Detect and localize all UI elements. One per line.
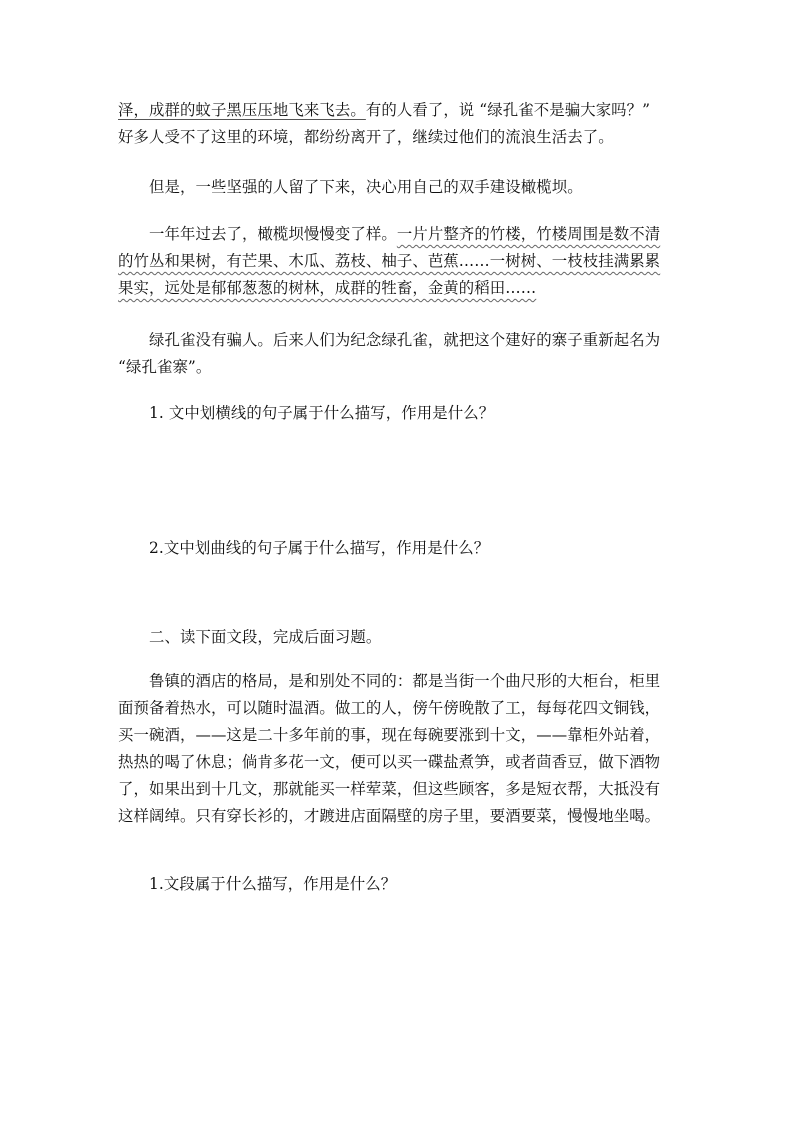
paragraph-line: 这样阔绰。只有穿长衫的，才踱进店面隔壁的房子里，要酒要菜，慢慢地坐喝。 <box>118 807 661 825</box>
paragraph-line: 热热的喝了休息；倘肯多花一文，便可以买一碟盐煮笋，或者茴香豆，做下酒物 <box>118 753 661 771</box>
paragraph-environment <box>118 97 678 151</box>
question-3: 1.文段属于什么描写，作用是什么？ <box>149 875 397 893</box>
wavy-underlined-sentence: 的竹丛和果树，有芒果、木瓜、荔枝、柚子、芭蕉……一树树、一枝枝挂满累累 <box>118 252 661 270</box>
question-1: 1. 文中划横线的句子属于什么描写，作用是什么？ <box>149 404 495 422</box>
paragraph-line: 买一碗酒，——这是二十多年前的事，现在每碗要涨到十文，——靠柜外站着， <box>118 726 661 744</box>
question-2: 2.文中划曲线的句子属于什么描写，作用是什么？ <box>149 539 490 557</box>
underlined-sentence: 泽，成群的蚊子黑压压地飞来飞去。 <box>118 101 366 119</box>
paragraph-conclusion <box>118 327 678 381</box>
wavy-underlined-sentence: 果实，远处是郁郁葱葱的树林，成群的牲畜，金黄的稻田…… <box>118 279 537 297</box>
wavy-underlined-sentence: 一片片整齐的竹楼，竹楼周围是数不清 <box>396 225 661 243</box>
paragraph-text: 一年年过去了，橄榄坝慢慢变了样。 <box>149 225 397 243</box>
paragraph-line <box>118 275 678 302</box>
paragraph-line <box>118 97 678 124</box>
paragraph-change <box>118 221 678 302</box>
paragraph-line: 了，如果出到十几文，那就能买一样荤菜，但这些顾客，多是短衣帮，大抵没有 <box>118 780 661 798</box>
paragraph-line: 好多人受不了这里的环境，都纷纷离开了，继续过他们的流浪生活去了。 <box>118 128 614 146</box>
paragraph-line <box>118 221 678 248</box>
paragraph-text: 有的人看了，说 “绿孔雀不是骗大家吗？” <box>365 101 651 119</box>
paragraph-line: 鲁镇的酒店的格局，是和别处不同的：都是当街一个曲尺形的大柜台，柜里 <box>149 672 661 690</box>
paragraph-line: 绿孔雀没有骗人。后来人们为纪念绿孔雀，就把这个建好的寨子重新起名为 <box>149 331 661 349</box>
paragraph-stay: 但是，一些坚强的人留了下来，决心用自己的双手建设橄榄坝。 <box>149 178 583 196</box>
paragraph-luzhen <box>118 668 678 830</box>
paragraph-line <box>118 248 678 275</box>
paragraph-line: “绿孔雀寨”。 <box>118 358 212 376</box>
paragraph-line: 面预备着热水，可以随时温酒。做工的人，傍午傍晚散了工，每每花四文铜钱， <box>118 699 661 717</box>
section-heading: 二、读下面文段，完成后面习题。 <box>149 628 382 646</box>
